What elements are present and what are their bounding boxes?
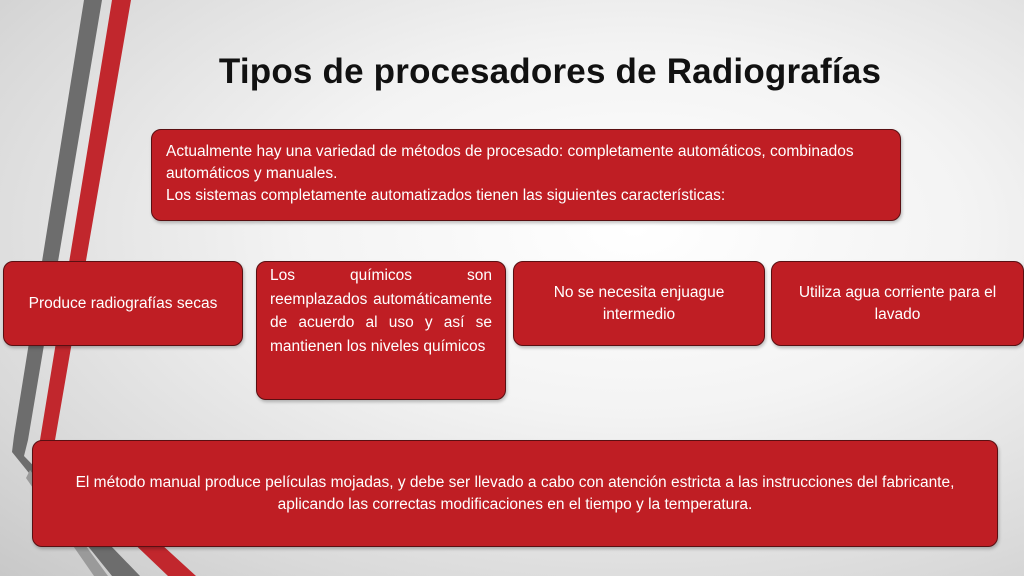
feature-box-rinse [513, 261, 765, 346]
slide-title: Tipos de procesadores de Radiografías [218, 52, 882, 91]
feature-text: Utiliza agua corriente para el lavado [798, 284, 997, 323]
feature-box-chemicals [256, 261, 506, 400]
feature-text: Los químicos son reemplazados automáticamente de acuerdo al uso y así se mantienen los niveles químicos [270, 267, 492, 355]
feature-box-dry [3, 261, 243, 346]
feature-text: Produce radiografías secas [28, 294, 218, 312]
intro-line-1: Actualmente hay una variedad de métodos de procesado: completamente automáticos, combinados automáticos y manuales. [166, 143, 854, 182]
feature-text: No se necesita enjuague intermedio [553, 284, 725, 323]
intro-box [151, 129, 901, 221]
intro-line-2: Los sistemas completamente automatizados tienen las siguientes características: [166, 187, 726, 204]
manual-method-box [32, 440, 998, 547]
feature-box-water [771, 261, 1024, 346]
manual-method-text: El método manual produce películas mojadas, y debe ser llevado a cabo con atención estricta a las instrucciones del fabricante, aplicando las correctas modificaciones en el tiempo y la temperatura. [75, 473, 955, 513]
